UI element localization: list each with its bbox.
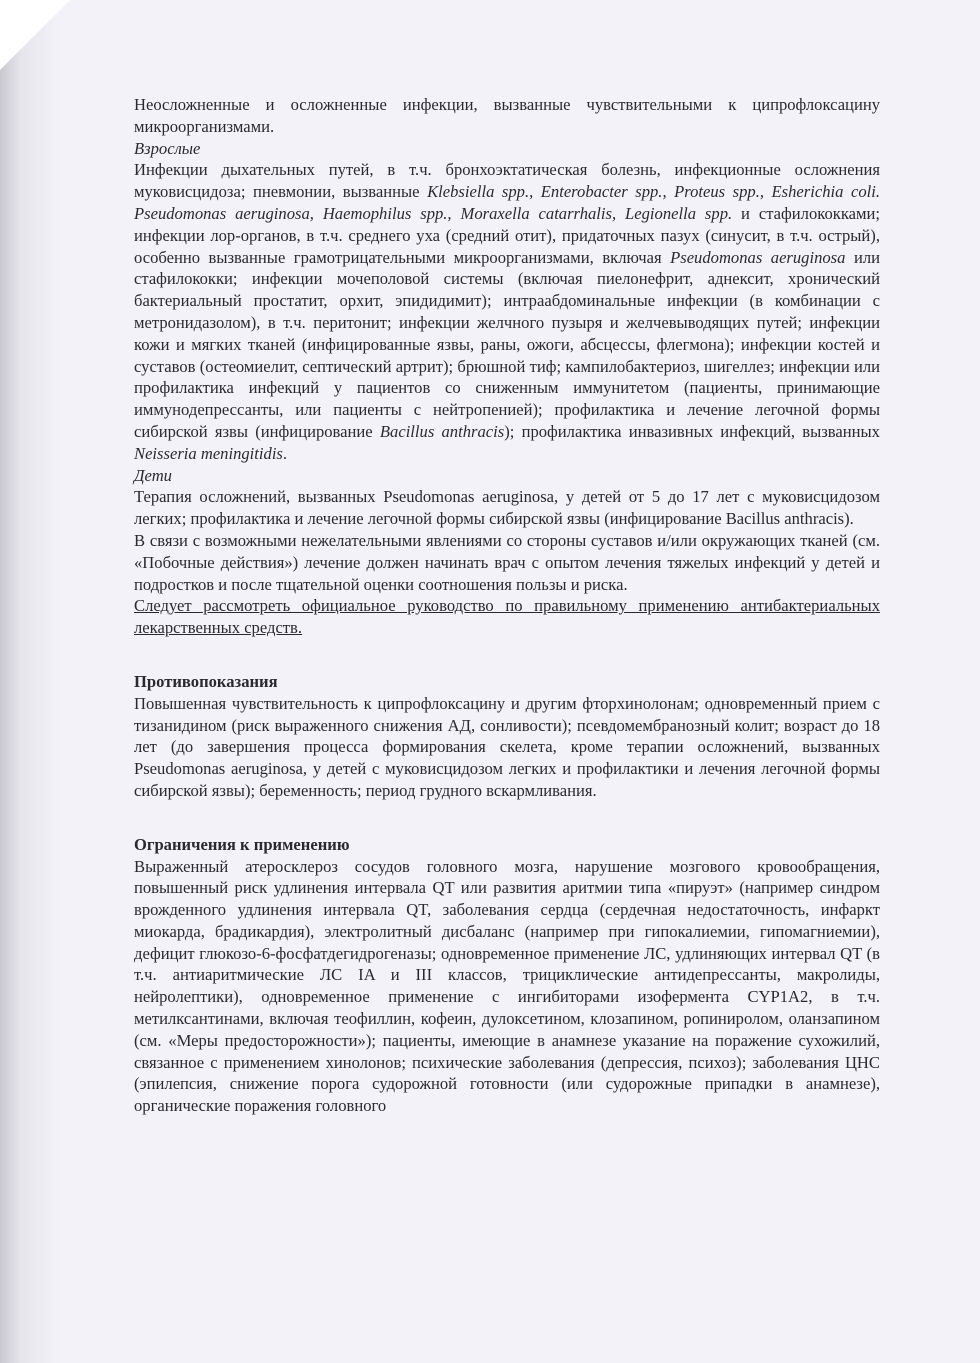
- species-name-italic: Klebsiella spp., Enterobacter spp., Proteus spp., Esherichia coli. Pseudomonas aeruginosa, Haemophilus spp., Moraxella catarrhalis, Legionella spp.: [134, 182, 880, 223]
- guideline-note: Следует рассмотреть официальное руководство по правильному применению антибактериальных лекарственных средств.: [134, 596, 880, 638]
- folded-page-corner: [0, 0, 70, 70]
- contraindications-text: Повышенная чувствительность к ципрофлоксацину и другим фторхинолонам; одновременный прием с тизанидином (риск выраженного снижения АД, сонливости); псевдомембранозный колит; возраст до 18 лет (до завершения процесса формирования скелета, кроме терапии осложнений, вызванных Pseudomonas aeruginosa, у детей с муковисцидозом легких и профилактики и лечения легочной формы сибирской язвы); беременность; период грудного вскармливания.: [134, 693, 880, 800]
- indications-intro: Неосложненные и осложненные инфекции, вызванные чувствительными к ципрофлоксацину микроорганизмами.: [134, 95, 880, 136]
- scan-edge-shadow: [0, 0, 60, 1363]
- document-page: [134, 94, 880, 1117]
- contraindications-heading: Противопоказания: [134, 671, 278, 691]
- species-name-italic: Bacillus anthracis: [379, 421, 505, 441]
- children-warning: В связи с возможными нежелательными явлениями со стороны суставов и/или окружающих тканей (см. «Побочные действия») лечение должен начинать врач с опытом лечения тяжелых инфекций у детей и подростков и после тщательной оценки соотношения пользы и риска.: [134, 530, 880, 594]
- indication-text-run: и стафилококками; инфекции лор-органов, в т.ч. среднего уха (средний отит), придаточных пазух (синусит, в т.ч. острый), особенно вызванные грамотрицательными микроорганизмами, включая: [134, 203, 880, 267]
- indication-text-run: Инфекции дыхательных путей, в т.ч. бронхоэктатическая болезнь, инфекционные осложнения муковисцидоза; пневмонии, вызванные: [134, 160, 880, 202]
- species-name-italic: Neisseria meningitidis: [134, 443, 283, 463]
- indication-text-run: ); профилактика инвазивных инфекций, вызванных: [504, 421, 880, 441]
- section-gap: [134, 802, 880, 834]
- restrictions-heading: Ограничения к применению: [134, 834, 350, 854]
- adults-subheading: Взрослые: [134, 138, 201, 158]
- indication-text-run: или стафилококки; инфекции мочеполовой системы (включая пиелонефрит, аднексит, хронический бактериальный простатит, орхит, эпидидимит); интраабдоминальные инфекции (в комбинации с метронидазолом), в т.ч. перитонит; инфекции желчного пузыря и желчевыводящих путей; инфекции кожи и мягких тканей (инфицированные язвы, раны, ожоги, абсцессы, флегмона); инфекции костей и суставов (остеомиелит, септический артрит); брюшной тиф; кампилобактериоз, шигеллез; инфекции или профилактика инфекций у пациентов со сниженным иммунитетом (пациенты, принимающие иммунодепрессанты, или пациенты с нейтропенией); профилактика и лечение легочной формы сибирской язвы (инфицирование: [134, 247, 880, 441]
- indication-text-run: .: [282, 443, 288, 463]
- section-gap: [134, 639, 880, 671]
- children-subheading: Дети: [134, 465, 172, 485]
- adults-indications: [134, 159, 880, 464]
- restrictions-text: Выраженный атеросклероз сосудов головного мозга, нарушение мозгового кровообращения, повышенный риск удлинения интервала QT или развития аритмии типа «пируэт» (например синдром врожденного удлинения интервала QT, заболевания сердца (сердечная недостаточность, инфаркт миокарда, брадикардия), электролитный дисбаланс (например при гипокалиемии, гипомагниемии), дефицит глюкозо-6-фосфатдегидрогеназы; одновременное применение ЛС, удлиняющих интервал QT (в т.ч. антиаритмические ЛС IA и III классов, трициклические антидепрессанты, макролиды, нейролептики), одновременное применение с ингибиторами изофермента CYP1A2, в т.ч. метилксантинами, включая теофиллин, кофеин, дулоксетином, клозапином, ропиниролом, оланзапином (см. «Меры предосторожности»); пациенты, имеющие в анамнезе указание на поражение сухожилий, связанное с применением хинолонов; психические заболевания (депрессия, психоз); заболевания ЦНС (эпилепсия, снижение порога судорожной готовности (или судорожные припадки в анамнезе), органические поражения головного: [134, 856, 880, 1116]
- children-indications: Терапия осложнений, вызванных Pseudomonas aeruginosa, у детей от 5 до 17 лет с муковисцидозом легких; профилактика и лечение легочной формы сибирской язвы (инфицирование Bacillus anthracis).: [134, 487, 880, 529]
- species-name-italic: Pseudomonas aeruginosa: [670, 247, 846, 267]
